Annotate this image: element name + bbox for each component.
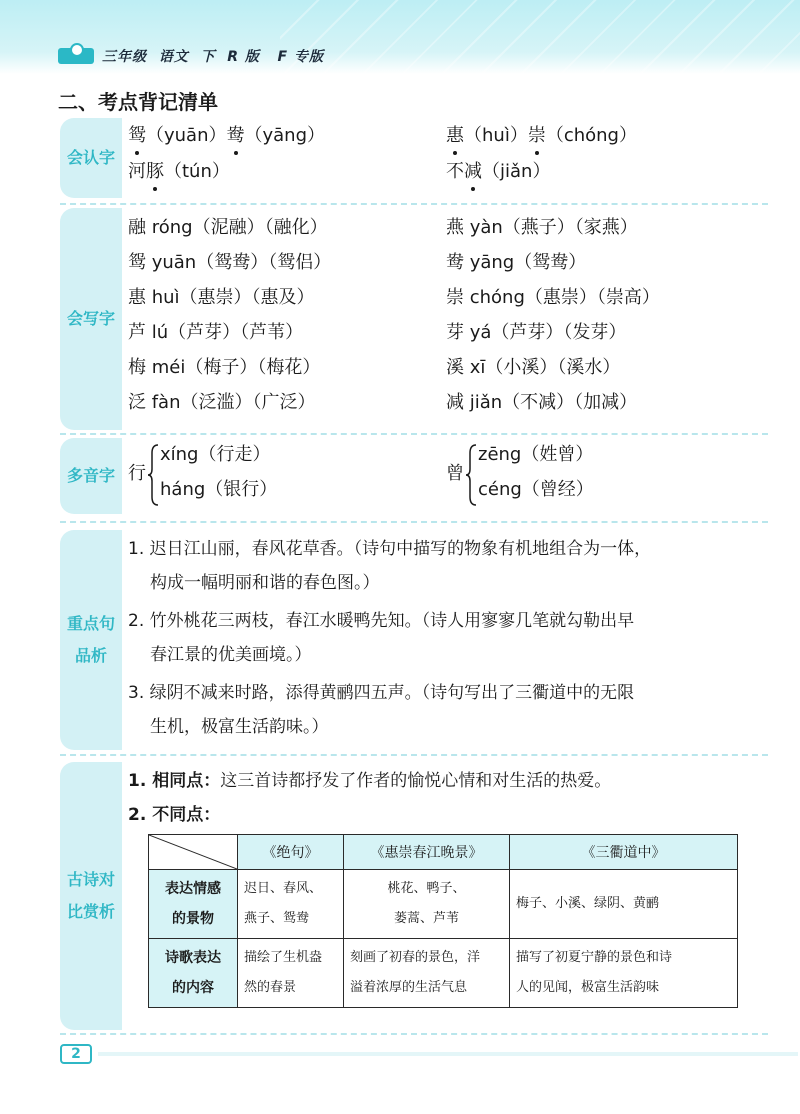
brace-icon <box>464 443 478 507</box>
recognize-right-line-2: 不减（jiǎn） <box>446 158 550 186</box>
write-right-3: 崇 chóng（惠崇）（崇高） <box>446 287 660 308</box>
table-row-head: 诗歌表达 的内容 <box>149 939 238 1008</box>
write-left-5: 梅 méi（梅子）（梅花） <box>128 357 321 378</box>
recognize-left-line-1: 鸳（yuān）鸯（yāng） <box>128 122 325 150</box>
analysis-line-2: 构成一幅明丽和谐的春色图。） <box>150 573 380 593</box>
analysis-line-3: 2. 竹外桃花三两枝，春江水暖鸭先知。（诗人用寥寥几笔就勾勒出早 <box>128 611 635 631</box>
divider <box>60 754 768 756</box>
analysis-line-1: 1. 迟日江山丽，春风花草香。（诗句中描写的物象有机地组合为一体， <box>128 539 652 559</box>
page-number: 2 <box>60 1044 92 1064</box>
brace-icon <box>146 443 160 507</box>
divider <box>60 433 768 435</box>
table-row-head: 表达情感 的景物 <box>149 870 238 939</box>
write-left-6: 泛 fàn（泛滥）（广泛） <box>128 392 316 413</box>
polyphone-1-reading-2: háng（银行） <box>160 479 278 500</box>
table-cell: 描写了初夏宁静的景色和诗 人的见闻，极富生活韵味 <box>510 939 738 1008</box>
comparison-table <box>148 834 738 1008</box>
analysis-line-5: 3. 绿阴不减来时路，添得黄鹂四五声。（诗句写出了三衢道中的无限 <box>128 683 635 703</box>
write-left-4: 芦 lú（芦芽）（芦苇） <box>128 322 304 343</box>
polyphone-2-reading-2: céng（曾经） <box>478 479 594 500</box>
write-left-1: 融 róng（泥融）（融化） <box>128 217 328 238</box>
write-left-3: 惠 huì（惠崇）（惠及） <box>128 287 315 308</box>
write-right-1: 燕 yàn（燕子）（家燕） <box>446 217 638 238</box>
side-label-analysis: 重点句 品析 <box>60 530 122 750</box>
table-header-3: 《三衢道中》 <box>510 835 738 870</box>
table-row <box>149 939 738 1008</box>
table-row <box>149 870 738 939</box>
table-cell: 桃花、鸭子、 蒌蒿、芦苇 <box>344 870 510 939</box>
divider <box>60 203 768 205</box>
table-cell: 梅子、小溪、绿阴、黄鹂 <box>510 870 738 939</box>
table-header-2: 《惠崇春江晚景》 <box>344 835 510 870</box>
side-label-recognize: 会认字 <box>60 118 122 198</box>
polyphone-char-2: 曾 <box>446 463 464 484</box>
write-right-5: 溪 xī（小溪）（溪水） <box>446 357 621 378</box>
compare-point-2: 2. 不同点： <box>128 805 221 825</box>
analysis-line-6: 生机，极富生活韵味。） <box>150 717 329 737</box>
diagonal-line-icon <box>149 835 237 869</box>
polyphone-2-reading-1: zēng（姓曾） <box>478 444 594 465</box>
section-title: 二、考点背记清单 <box>58 90 218 114</box>
write-right-4: 芽 yá（芦芽）（发芽） <box>446 322 627 343</box>
table-cell: 迟日、春风、 燕子、鸳鸯 <box>238 870 344 939</box>
write-left-2: 鸳 yuān（鸳鸯）（鸳侣） <box>128 252 332 273</box>
side-label-compare: 古诗对 比赏析 <box>60 762 122 1030</box>
write-right-2: 鸯 yāng（鸳鸯） <box>446 252 587 273</box>
table-cell: 描绘了生机盎 然的春景 <box>238 939 344 1008</box>
polyphone-char-1: 行 <box>128 463 146 484</box>
logo-mark-icon <box>58 48 94 64</box>
divider <box>60 521 768 523</box>
polyphone-1-reading-1: xíng（行走） <box>160 444 271 465</box>
recognize-right-line-1: 惠（huì）崇（chóng） <box>446 122 637 150</box>
divider <box>60 1033 768 1035</box>
table-corner <box>149 835 238 870</box>
series-title: 三年级 语文 下 R 版 F 专版 <box>102 49 324 65</box>
table-cell: 刻画了初春的景色，洋 溢着浓厚的生活气息 <box>344 939 510 1008</box>
brand-logo <box>58 46 94 66</box>
write-right-6: 减 jiǎn（不减）（加减） <box>446 392 638 413</box>
side-label-polyphone: 多音字 <box>60 438 122 514</box>
side-label-write: 会写字 <box>60 208 122 430</box>
footer-bar <box>98 1052 798 1056</box>
header-decoration <box>280 0 800 74</box>
table-header-1: 《绝句》 <box>238 835 344 870</box>
compare-point-1: 1. 相同点：这三首诗都抒发了作者的愉悦心情和对生活的热爱。 <box>128 771 612 791</box>
recognize-left-line-2: 河豚（tún） <box>128 158 230 186</box>
analysis-line-4: 春江景的优美画境。） <box>150 645 312 665</box>
